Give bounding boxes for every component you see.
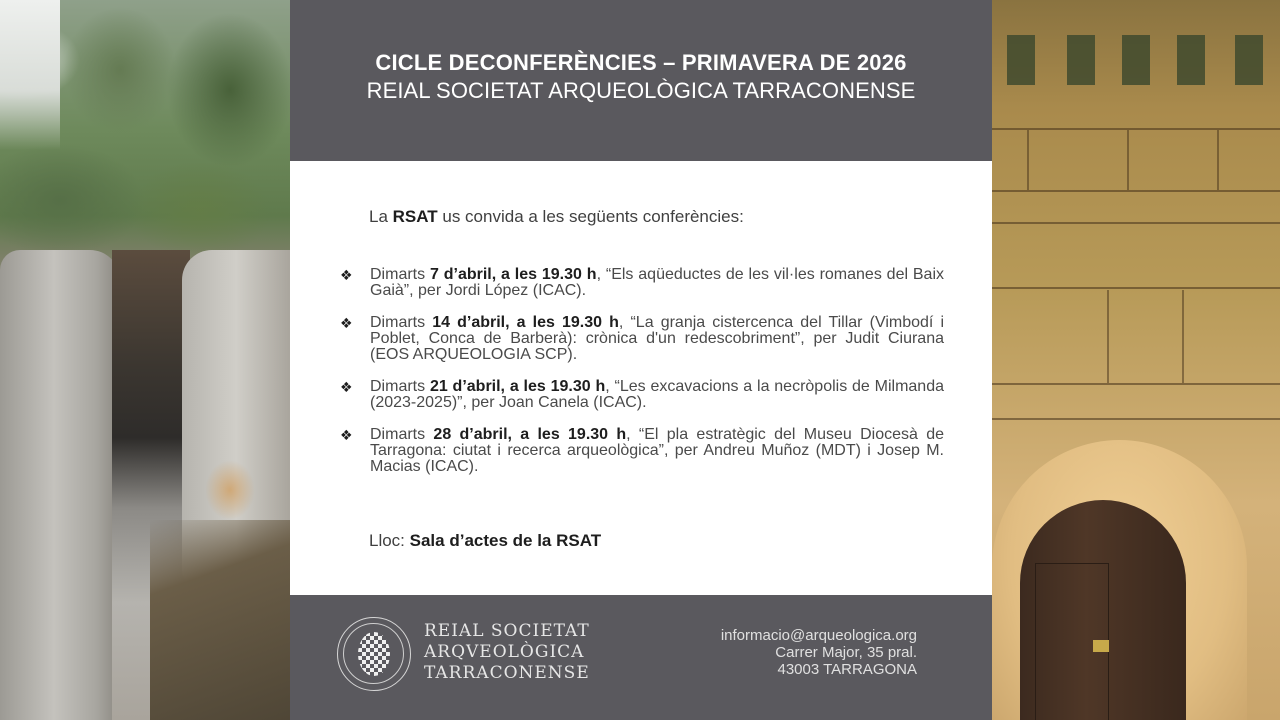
photo-stone-course (992, 418, 1280, 420)
event-day: Dimarts (370, 314, 433, 331)
society-seal-logo (337, 617, 411, 691)
poster-subtitle: REIAL SOCIETAT ARQUEOLÒGICA TARRACONENSE (366, 78, 916, 103)
poster-content (290, 161, 992, 595)
photo-crenel (1235, 35, 1263, 85)
photo-stone-course (992, 128, 1280, 130)
photo-stone-joint (1027, 130, 1029, 190)
photo-crenel (1007, 35, 1035, 85)
event-item (338, 379, 944, 411)
poster-header (290, 0, 992, 161)
diamond-bullet-icon: ❖ (340, 315, 353, 331)
event-day: Dimarts (370, 266, 430, 283)
event-day: Dimarts (370, 378, 430, 395)
event-item (338, 267, 944, 299)
stone-wall-door-photo (992, 0, 1280, 720)
photo-trees (0, 0, 290, 260)
event-list (338, 267, 944, 491)
event-datetime: 21 d’abril, a les 19.30 h (429, 378, 606, 395)
photo-ochre-stain (205, 460, 255, 520)
intro-prefix: La (369, 207, 393, 226)
forest-path-photo (0, 0, 290, 720)
venue-text (369, 531, 601, 551)
org-name-line: TARRACONENSE (424, 663, 590, 683)
venue-label: Lloc: (369, 531, 410, 550)
intro-text (369, 207, 744, 227)
photo-stone-joint (1107, 290, 1109, 383)
poster-footer (290, 595, 992, 720)
diamond-bullet-icon: ❖ (340, 267, 353, 283)
event-description: , “El pla estratègic del Museu Diocesà de Tarragona: ciutat i recerca arqueològica”, per Andreu Muñoz (MDT) i Josep M. Macias (ICAC). (370, 426, 944, 475)
intro-suffix: us convida a les següents conferències: (437, 207, 744, 226)
org-name (424, 621, 590, 684)
photo-stone-joint (1127, 130, 1129, 190)
photo-brush (150, 520, 290, 720)
contact-city: 43003 TARRAGONA (777, 661, 917, 678)
photo-crenel (1122, 35, 1150, 85)
photo-stone-course (992, 222, 1280, 224)
event-day: Dimarts (370, 426, 434, 443)
photo-crenel (1067, 35, 1095, 85)
photo-stone-joint (1217, 130, 1219, 190)
event-description: , “Les excavacions a la necròpolis de Milmanda (2023-2025)”, per Joan Canela (ICAC). (370, 378, 945, 411)
checkered-shield-icon (358, 632, 390, 676)
contact-email[interactable]: informacio@arqueologica.org (720, 627, 917, 644)
photo-stone-course (992, 190, 1280, 192)
photo-door-lock (1093, 640, 1109, 652)
org-name-line: ARQVEOLÒGICA (424, 642, 585, 662)
diamond-bullet-icon: ❖ (340, 427, 353, 443)
photo-crenel (1177, 35, 1205, 85)
event-datetime: 14 d’abril, a les 19.30 h (432, 314, 619, 331)
event-description: , “La granja cistercenca del Tillar (Vimbodí i Poblet, Conca de Barberà): crònica d'un redescobriment”, per Judit Ciurana (EOS ARQUEOLOGIA SCP). (370, 314, 944, 363)
event-item (338, 427, 944, 475)
contact-info (721, 627, 917, 678)
photo-stone-course (992, 383, 1280, 385)
photo-rock-left (0, 250, 120, 720)
venue-value: Sala d’actes de la RSAT (409, 531, 602, 550)
org-name-line: REIAL SOCIETAT (424, 621, 590, 641)
event-item (338, 315, 944, 363)
poster-panel (290, 0, 992, 720)
poster-title: CICLE DECONFERÈNCIES – PRIMAVERA DE 2026 (375, 50, 907, 75)
event-description: , “Els aqüeductes de les vil·les romanes del Baix Gaià”, per Jordi López (ICAC). (370, 266, 945, 299)
photo-stone-course (992, 287, 1280, 289)
event-datetime: 7 d’abril, a les 19.30 h (429, 266, 597, 283)
diamond-bullet-icon: ❖ (340, 379, 353, 395)
event-datetime: 28 d’abril, a les 19.30 h (433, 426, 627, 443)
contact-address: Carrer Major, 35 pral. (775, 644, 917, 661)
intro-org: RSAT (392, 207, 438, 226)
photo-stone-joint (1182, 290, 1184, 383)
